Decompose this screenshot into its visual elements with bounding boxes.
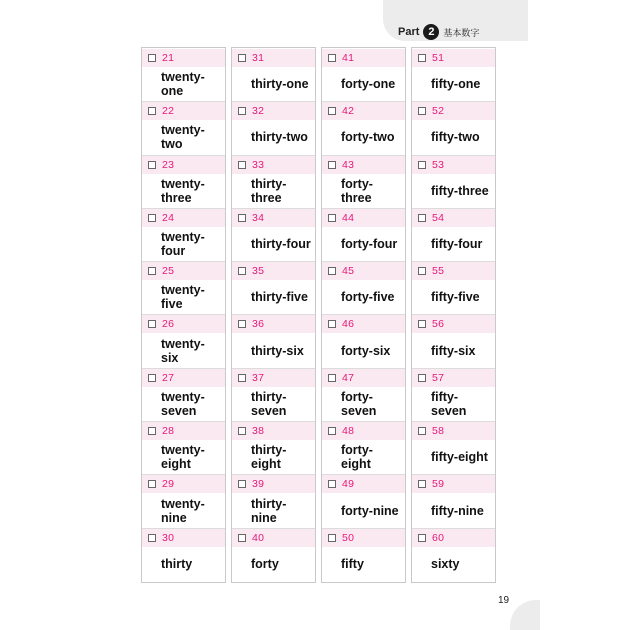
checkbox[interactable] [418, 214, 426, 222]
number-card [142, 156, 225, 209]
number-word: sixty [431, 557, 460, 572]
number-word: thirty-six [251, 343, 304, 358]
part-title: 基本数字 [443, 27, 480, 38]
number-row [412, 369, 495, 387]
number-row [142, 209, 225, 227]
number-card [322, 102, 405, 155]
number-row [322, 315, 405, 333]
number-row [322, 529, 405, 547]
number-word: forty-nine [341, 503, 399, 518]
number-card [142, 422, 225, 475]
number-label: 23 [162, 158, 175, 171]
number-row [322, 49, 405, 67]
number-label: 40 [252, 531, 265, 544]
number-card [322, 369, 405, 422]
number-label: 46 [342, 318, 355, 331]
number-card [322, 422, 405, 475]
number-word: twenty- two [161, 123, 205, 152]
number-row [232, 369, 315, 387]
number-label: 42 [342, 105, 355, 118]
checkbox[interactable] [418, 427, 426, 435]
number-card [142, 209, 225, 262]
word-cell [232, 120, 315, 155]
number-label: 28 [162, 425, 175, 438]
number-card [412, 529, 495, 582]
number-word: twenty- four [161, 230, 205, 259]
number-word: twenty- five [161, 283, 205, 312]
number-card [412, 209, 495, 262]
checkbox[interactable] [328, 534, 336, 542]
word-cell [322, 280, 405, 315]
word-cell [232, 493, 315, 528]
word-cell [232, 547, 315, 582]
number-card [412, 422, 495, 475]
number-word: twenty- seven [161, 389, 205, 418]
number-label: 51 [432, 52, 445, 64]
checkbox[interactable] [238, 214, 246, 222]
number-label: 38 [252, 425, 265, 438]
checkbox[interactable] [328, 320, 336, 328]
number-label: 25 [162, 265, 175, 278]
number-row [142, 529, 225, 547]
part-number-badge: 2 [423, 24, 439, 40]
number-label: 30 [162, 531, 175, 544]
number-word: thirty-one [251, 77, 309, 92]
number-word: twenty- one [161, 70, 205, 99]
number-row [412, 156, 495, 174]
number-label: 31 [252, 52, 265, 64]
number-card [412, 475, 495, 528]
number-row [412, 262, 495, 280]
word-cell [232, 67, 315, 102]
word-cell [142, 227, 225, 262]
number-row [232, 422, 315, 440]
number-label: 43 [342, 158, 355, 171]
checkbox[interactable] [328, 427, 336, 435]
checkbox[interactable] [148, 214, 156, 222]
word-cell [142, 547, 225, 582]
checkbox[interactable] [238, 107, 246, 115]
number-word: forty-five [341, 290, 395, 305]
word-cell [412, 120, 495, 155]
number-card [322, 315, 405, 368]
number-word: forty- three [341, 176, 373, 205]
number-row [322, 422, 405, 440]
number-word: forty [251, 557, 279, 572]
checkbox[interactable] [148, 267, 156, 275]
number-word: twenty- six [161, 336, 205, 365]
checkbox[interactable] [238, 54, 246, 62]
checkbox[interactable] [238, 320, 246, 328]
checkbox[interactable] [238, 427, 246, 435]
number-label: 55 [432, 265, 445, 278]
number-card [142, 475, 225, 528]
word-cell [142, 67, 225, 102]
checkbox[interactable] [418, 54, 426, 62]
number-word: fifty-three [431, 183, 489, 198]
number-card [142, 369, 225, 422]
word-cell [322, 387, 405, 422]
number-label: 34 [252, 211, 265, 224]
word-cell [232, 333, 315, 368]
word-cell [412, 333, 495, 368]
number-word: fifty-one [431, 77, 481, 92]
checkbox[interactable] [418, 320, 426, 328]
number-word: fifty-four [431, 237, 483, 252]
number-card [412, 315, 495, 368]
number-card [232, 315, 315, 368]
number-row [142, 102, 225, 120]
number-card [322, 156, 405, 209]
number-word: twenty- three [161, 176, 205, 205]
number-label: 47 [342, 371, 355, 384]
word-cell [412, 547, 495, 582]
number-card [322, 49, 405, 102]
checkbox[interactable] [148, 480, 156, 488]
number-label: 59 [432, 478, 445, 491]
checkbox[interactable] [328, 214, 336, 222]
number-word: forty-one [341, 77, 396, 92]
number-label: 33 [252, 158, 265, 171]
number-word: fifty-five [431, 290, 480, 305]
number-card [232, 156, 315, 209]
number-card [142, 529, 225, 582]
number-word: twenty- nine [161, 496, 205, 525]
checkbox[interactable] [238, 267, 246, 275]
word-cell [322, 333, 405, 368]
checkbox[interactable] [418, 534, 426, 542]
checkbox[interactable] [418, 374, 426, 382]
number-label: 21 [162, 52, 175, 64]
word-cell [322, 547, 405, 582]
number-row [142, 369, 225, 387]
number-row [142, 475, 225, 493]
number-card [142, 262, 225, 315]
word-cell [412, 227, 495, 262]
column-1 [141, 47, 226, 583]
checkbox[interactable] [328, 480, 336, 488]
number-card [232, 49, 315, 102]
number-label: 26 [162, 318, 175, 331]
word-cell [142, 280, 225, 315]
number-word: forty- eight [341, 443, 373, 472]
number-card [412, 49, 495, 102]
checkbox[interactable] [148, 54, 156, 62]
number-word: fifty-nine [431, 503, 484, 518]
number-label: 60 [432, 531, 445, 544]
number-label: 37 [252, 371, 265, 384]
word-cell [322, 440, 405, 475]
number-card [232, 262, 315, 315]
number-row [412, 529, 495, 547]
number-label: 44 [342, 211, 355, 224]
page-number: 19 [498, 595, 510, 606]
word-cell [142, 333, 225, 368]
word-cell [412, 174, 495, 209]
part-header [398, 22, 479, 42]
number-label: 45 [342, 265, 355, 278]
number-word: thirty-five [251, 290, 308, 305]
checkbox[interactable] [328, 54, 336, 62]
number-label: 58 [432, 425, 445, 438]
number-label: 41 [342, 52, 355, 64]
number-card [412, 102, 495, 155]
number-card [412, 262, 495, 315]
word-cell [232, 440, 315, 475]
number-label: 32 [252, 105, 265, 118]
word-cell [232, 174, 315, 209]
number-label: 24 [162, 211, 175, 224]
number-row [322, 262, 405, 280]
number-word: fifty-eight [431, 450, 488, 465]
checkbox[interactable] [418, 107, 426, 115]
number-row [142, 315, 225, 333]
number-row [232, 475, 315, 493]
checkbox[interactable] [328, 374, 336, 382]
number-word: thirty-two [251, 130, 308, 145]
number-label: 57 [432, 371, 445, 384]
number-word: forty-two [341, 130, 395, 145]
number-card [322, 262, 405, 315]
number-word: thirty [161, 557, 193, 572]
number-card [232, 369, 315, 422]
number-card [322, 209, 405, 262]
number-card [232, 209, 315, 262]
number-row [322, 369, 405, 387]
checkbox[interactable] [148, 320, 156, 328]
number-card [232, 102, 315, 155]
number-row [232, 529, 315, 547]
number-row [232, 315, 315, 333]
number-label: 27 [162, 371, 175, 384]
number-row [322, 156, 405, 174]
number-word: forty-six [341, 343, 391, 358]
word-cell [412, 67, 495, 102]
number-label: 49 [342, 478, 355, 491]
word-cell [232, 387, 315, 422]
number-row [232, 209, 315, 227]
number-row [412, 49, 495, 67]
number-card [412, 369, 495, 422]
number-word: thirty- eight [251, 443, 287, 472]
number-row [412, 315, 495, 333]
checkbox[interactable] [238, 534, 246, 542]
number-word: fifty-six [431, 343, 476, 358]
word-cell [142, 493, 225, 528]
number-card [232, 475, 315, 528]
number-card [142, 315, 225, 368]
checkbox[interactable] [148, 161, 156, 169]
number-card [232, 529, 315, 582]
number-word: fifty- seven [431, 389, 467, 418]
number-label: 53 [432, 158, 445, 171]
number-row [412, 209, 495, 227]
word-cell [322, 174, 405, 209]
number-row [232, 262, 315, 280]
number-card [322, 529, 405, 582]
checkbox[interactable] [148, 107, 156, 115]
number-row [232, 102, 315, 120]
number-label: 35 [252, 265, 265, 278]
checkbox[interactable] [148, 534, 156, 542]
number-label: 52 [432, 105, 445, 118]
number-label: 56 [432, 318, 445, 331]
number-word: thirty-four [251, 237, 311, 252]
number-card [322, 475, 405, 528]
number-card [142, 49, 225, 102]
checkbox[interactable] [238, 161, 246, 169]
number-word: forty-four [341, 237, 398, 252]
number-word: thirty- nine [251, 496, 287, 525]
number-row [412, 102, 495, 120]
word-cell [232, 227, 315, 262]
checkbox[interactable] [148, 427, 156, 435]
number-label: 48 [342, 425, 355, 438]
number-row [142, 262, 225, 280]
checkbox[interactable] [238, 480, 246, 488]
number-word: thirty- seven [251, 389, 287, 418]
number-row [142, 49, 225, 67]
checkbox[interactable] [328, 161, 336, 169]
word-cell [142, 174, 225, 209]
number-row [322, 475, 405, 493]
word-cell [322, 227, 405, 262]
number-label: 50 [342, 531, 355, 544]
column-3 [321, 47, 406, 583]
checkbox[interactable] [328, 267, 336, 275]
number-row [322, 209, 405, 227]
number-word: forty- seven [341, 389, 377, 418]
word-cell [412, 440, 495, 475]
checkbox[interactable] [418, 161, 426, 169]
number-card [142, 102, 225, 155]
checkbox[interactable] [148, 374, 156, 382]
column-2 [231, 47, 316, 583]
page-corner-tab [510, 600, 540, 630]
word-cell [412, 493, 495, 528]
number-row [232, 156, 315, 174]
number-label: 39 [252, 478, 265, 491]
word-cell [142, 387, 225, 422]
number-word: twenty- eight [161, 443, 205, 472]
number-word-grid [141, 47, 496, 583]
number-row [142, 156, 225, 174]
number-row [412, 475, 495, 493]
number-row [142, 422, 225, 440]
word-cell [142, 440, 225, 475]
part-label: Part [398, 26, 420, 38]
number-row [322, 102, 405, 120]
word-cell [322, 67, 405, 102]
number-word: fifty [341, 557, 364, 572]
word-cell [232, 280, 315, 315]
number-word: thirty- three [251, 176, 287, 205]
checkbox[interactable] [418, 480, 426, 488]
number-label: 54 [432, 211, 445, 224]
word-cell [412, 280, 495, 315]
number-word: fifty-two [431, 130, 480, 145]
word-cell [142, 120, 225, 155]
number-card [232, 422, 315, 475]
number-label: 22 [162, 105, 175, 118]
number-row [232, 49, 315, 67]
number-label: 36 [252, 318, 265, 331]
checkbox[interactable] [418, 267, 426, 275]
checkbox[interactable] [328, 107, 336, 115]
number-row [412, 422, 495, 440]
word-cell [322, 120, 405, 155]
checkbox[interactable] [238, 374, 246, 382]
column-4 [411, 47, 496, 583]
number-label: 29 [162, 478, 175, 491]
word-cell [412, 387, 495, 422]
number-card [412, 156, 495, 209]
word-cell [322, 493, 405, 528]
